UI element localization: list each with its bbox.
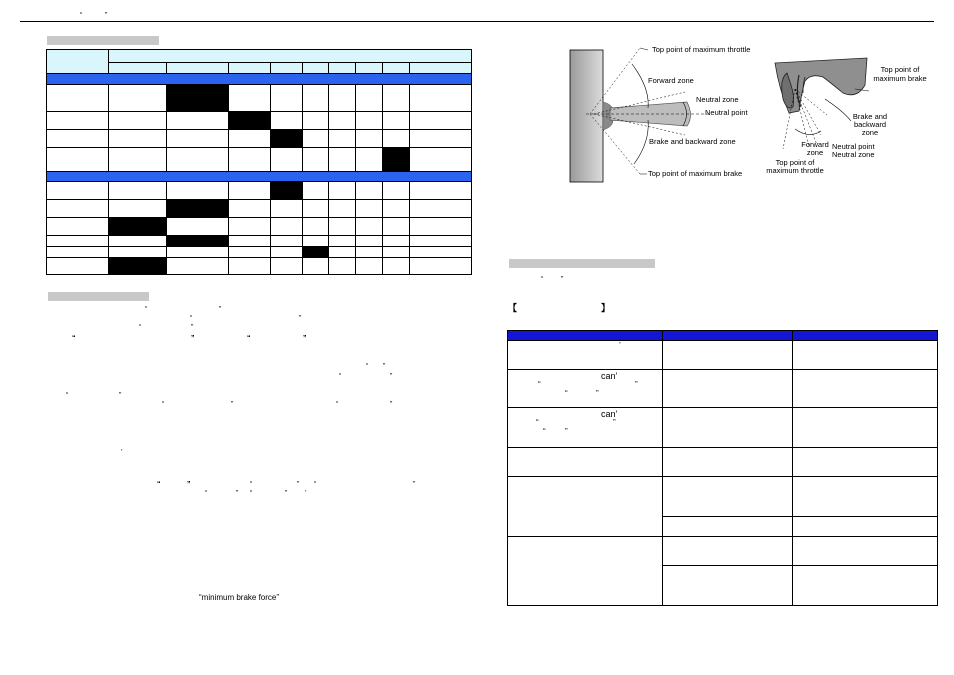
transmitter-panel — [570, 50, 603, 182]
header-quote-close: ” — [105, 12, 108, 19]
quote-mark: ” — [231, 401, 234, 408]
label-neutral-point: Neutral point — [705, 108, 748, 117]
quote-mark: ” — [191, 324, 194, 331]
quote-mark: “ — [66, 392, 69, 399]
label-forward-zone: Forward zone — [648, 76, 694, 85]
label-top-brake-1: Top point of — [880, 65, 920, 74]
quote-mark: “ — [366, 363, 369, 370]
quote-mark: ” — [299, 315, 302, 322]
bracket-open: 【 — [508, 303, 518, 313]
quote-mark: ” — [383, 363, 386, 370]
quote-mark: “ — [145, 306, 148, 313]
section-heading-bar-1 — [47, 36, 159, 45]
quote-mark: ” — [390, 401, 393, 408]
label-brake-2: backward — [853, 120, 887, 129]
quote-mark: ” — [119, 392, 122, 399]
table-section-bar-2 — [47, 172, 472, 182]
quote-mark: “ — [139, 324, 142, 331]
label-top-throttle-1: Top point of — [775, 158, 815, 167]
stick-zone-diagram — [560, 40, 760, 190]
quote-mark: ” — [219, 306, 222, 313]
header-rule — [20, 21, 934, 22]
label-top-brake-2: maximum brake — [873, 74, 927, 83]
quote-mark: “ — [190, 315, 193, 322]
programming-table — [46, 49, 472, 275]
label-brake-1: Brake and — [852, 112, 888, 121]
label-brake-backward: Brake and backward zone — [649, 137, 736, 146]
min-brake-force-text: “minimum brake force” — [199, 593, 280, 602]
cell-cant-1: can’ — [601, 371, 618, 381]
quote-mark: “ — [72, 335, 76, 342]
quote-mark: ” — [561, 276, 564, 283]
bracket-close: 】 — [601, 303, 611, 313]
quote-mark: ” — [303, 335, 307, 342]
table-header-cell — [109, 50, 472, 63]
quote-mark: “ — [541, 276, 544, 283]
label-top-throttle: Top point of maximum throttle — [652, 45, 751, 54]
table-section-bar-1 — [47, 74, 472, 85]
quote-mark: ” — [191, 335, 195, 342]
trigger-zone-diagram — [765, 55, 930, 180]
troubleshooting-table: ’ can’ “ ” “ ” can’ “ ” “ ” — [507, 330, 938, 606]
label-top-throttle-2: maximum throttle — [766, 166, 824, 175]
header-col-1 — [508, 331, 663, 341]
quote-mark: “ — [162, 401, 165, 408]
label-forward-2: zone — [806, 148, 824, 157]
cell-cant-2: can’ — [601, 409, 618, 419]
label-neutral-point-r: Neutral point — [832, 142, 875, 151]
quote-mark: “ — [339, 373, 342, 380]
label-forward-1: Forward — [801, 140, 829, 149]
section-heading-bar-3 — [509, 259, 655, 268]
quote-mark: “ — [336, 401, 339, 408]
table-corner-cell — [47, 50, 109, 74]
section-heading-bar-2 — [48, 292, 149, 301]
header-quote-open: “ — [80, 12, 83, 19]
header-col-3 — [793, 331, 938, 341]
header-col-2 — [663, 331, 793, 341]
quote-mark: “ — [247, 335, 251, 342]
quote-mark: ” — [390, 373, 393, 380]
label-brake-3: zone — [861, 128, 879, 137]
label-top-brake: Top point of maximum brake — [648, 169, 743, 178]
label-neutral-zone-r: Neutral zone — [832, 150, 875, 159]
label-neutral-zone: Neutral zone — [696, 95, 739, 104]
